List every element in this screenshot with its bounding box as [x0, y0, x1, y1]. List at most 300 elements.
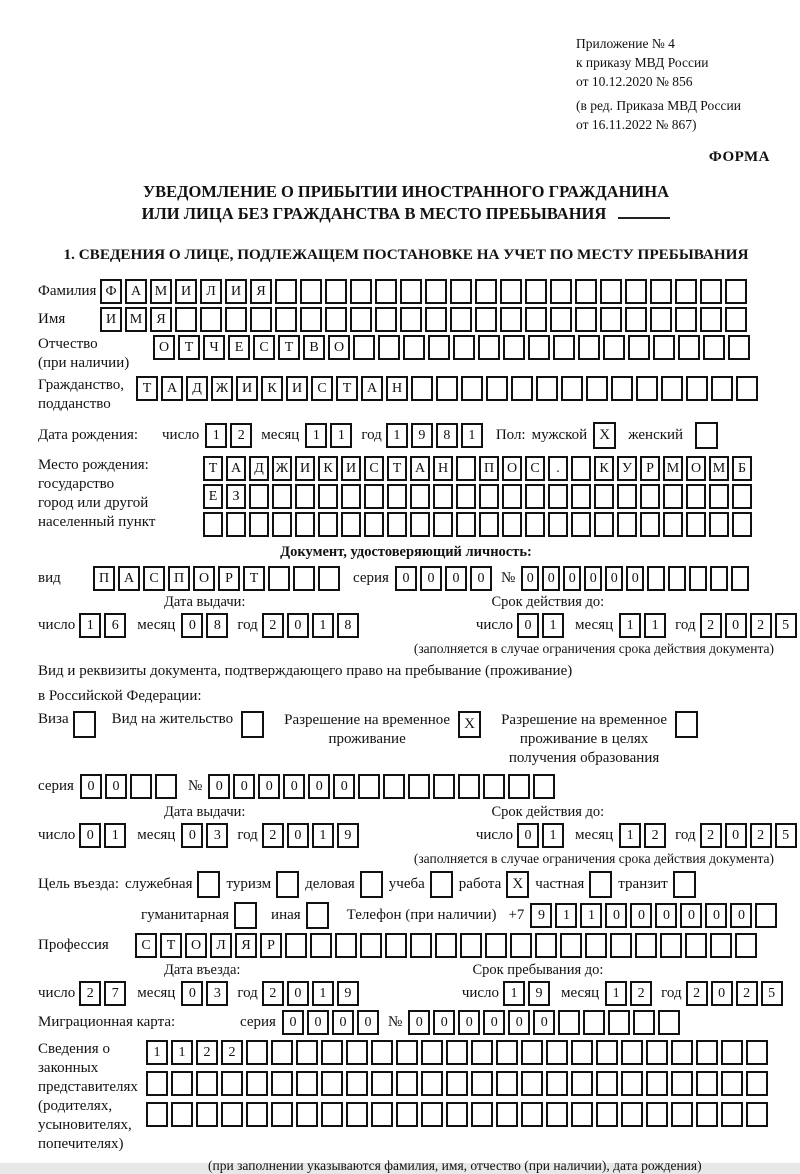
char-box[interactable]: С: [525, 456, 545, 481]
char-box[interactable]: [400, 279, 422, 304]
char-box[interactable]: [486, 376, 508, 401]
char-box[interactable]: 0: [181, 823, 203, 848]
char-box[interactable]: [410, 484, 430, 509]
char-box[interactable]: [628, 335, 650, 360]
char-box[interactable]: [350, 307, 372, 332]
char-box[interactable]: [325, 307, 347, 332]
char-box[interactable]: Ж: [272, 456, 292, 481]
char-box[interactable]: [387, 512, 407, 537]
char-box[interactable]: 0: [470, 566, 492, 591]
char-box[interactable]: Т: [278, 335, 300, 360]
char-box[interactable]: [671, 1071, 693, 1096]
char-box[interactable]: [171, 1102, 193, 1127]
char-box[interactable]: [732, 484, 752, 509]
char-box[interactable]: 1: [330, 423, 352, 448]
char-box[interactable]: [175, 307, 197, 332]
char-box[interactable]: 8: [436, 423, 458, 448]
char-box[interactable]: [300, 307, 322, 332]
char-box[interactable]: 1: [605, 981, 627, 1006]
char-box[interactable]: [383, 774, 405, 799]
char-box[interactable]: 2: [750, 613, 772, 638]
char-box[interactable]: [696, 1102, 718, 1127]
char-box[interactable]: И: [100, 307, 122, 332]
char-box[interactable]: [410, 933, 432, 958]
char-box[interactable]: Б: [732, 456, 752, 481]
char-box[interactable]: [433, 512, 453, 537]
purpose-transit-checkbox[interactable]: [673, 871, 696, 898]
char-box[interactable]: [709, 512, 729, 537]
char-box[interactable]: Я: [250, 279, 272, 304]
char-box[interactable]: 0: [705, 903, 727, 928]
char-box[interactable]: Р: [218, 566, 240, 591]
char-box[interactable]: 1: [555, 903, 577, 928]
purpose-other-checkbox[interactable]: [306, 902, 329, 929]
char-box[interactable]: 0: [308, 774, 330, 799]
char-box[interactable]: 2: [230, 423, 252, 448]
char-box[interactable]: [646, 1102, 668, 1127]
char-box[interactable]: И: [236, 376, 258, 401]
char-box[interactable]: [321, 1071, 343, 1096]
char-box[interactable]: 1: [644, 613, 666, 638]
char-box[interactable]: [226, 512, 246, 537]
char-box[interactable]: [196, 1102, 218, 1127]
char-box[interactable]: 0: [332, 1010, 354, 1035]
char-box[interactable]: [321, 1102, 343, 1127]
char-box[interactable]: [396, 1071, 418, 1096]
char-box[interactable]: 1: [386, 423, 408, 448]
char-box[interactable]: [640, 512, 660, 537]
char-box[interactable]: 1: [461, 423, 483, 448]
char-box[interactable]: 1: [619, 823, 641, 848]
char-box[interactable]: 0: [630, 903, 652, 928]
char-box[interactable]: 1: [619, 613, 641, 638]
char-box[interactable]: 5: [761, 981, 783, 1006]
char-box[interactable]: З: [226, 484, 246, 509]
char-box[interactable]: 2: [221, 1040, 243, 1065]
purpose-official-checkbox[interactable]: [197, 871, 220, 898]
char-box[interactable]: [721, 1040, 743, 1065]
char-box[interactable]: [408, 774, 430, 799]
char-box[interactable]: [603, 335, 625, 360]
char-box[interactable]: 6: [104, 613, 126, 638]
char-box[interactable]: [478, 335, 500, 360]
char-box[interactable]: 0: [655, 903, 677, 928]
char-box[interactable]: 9: [337, 823, 359, 848]
char-box[interactable]: [636, 376, 658, 401]
char-box[interactable]: 0: [517, 613, 539, 638]
char-box[interactable]: [553, 335, 575, 360]
char-box[interactable]: [721, 1071, 743, 1096]
char-box[interactable]: М: [709, 456, 729, 481]
purpose-study-checkbox[interactable]: [430, 871, 453, 898]
char-box[interactable]: [496, 1040, 518, 1065]
char-box[interactable]: 3: [206, 823, 228, 848]
char-box[interactable]: С: [364, 456, 384, 481]
char-box[interactable]: 0: [357, 1010, 379, 1035]
char-box[interactable]: [521, 1102, 543, 1127]
char-box[interactable]: 0: [258, 774, 280, 799]
char-box[interactable]: [571, 1040, 593, 1065]
char-box[interactable]: [146, 1102, 168, 1127]
char-box[interactable]: [130, 774, 152, 799]
char-box[interactable]: [686, 376, 708, 401]
char-box[interactable]: [471, 1102, 493, 1127]
char-box[interactable]: 0: [605, 566, 623, 591]
char-box[interactable]: 0: [508, 1010, 530, 1035]
char-box[interactable]: [353, 335, 375, 360]
char-box[interactable]: [461, 376, 483, 401]
char-box[interactable]: [703, 335, 725, 360]
char-box[interactable]: [561, 376, 583, 401]
char-box[interactable]: [550, 279, 572, 304]
char-box[interactable]: Ч: [203, 335, 225, 360]
char-box[interactable]: 2: [630, 981, 652, 1006]
char-box[interactable]: [428, 335, 450, 360]
char-box[interactable]: [396, 1040, 418, 1065]
char-box[interactable]: [732, 512, 752, 537]
char-box[interactable]: [446, 1102, 468, 1127]
char-box[interactable]: [249, 484, 269, 509]
char-box[interactable]: [411, 376, 433, 401]
char-box[interactable]: 0: [725, 613, 747, 638]
char-box[interactable]: [686, 484, 706, 509]
sex-female-checkbox[interactable]: [695, 422, 718, 449]
char-box[interactable]: [621, 1071, 643, 1096]
char-box[interactable]: [296, 1071, 318, 1096]
char-box[interactable]: 0: [282, 1010, 304, 1035]
char-box[interactable]: [611, 376, 633, 401]
char-box[interactable]: [621, 1040, 643, 1065]
char-box[interactable]: [546, 1040, 568, 1065]
char-box[interactable]: 0: [563, 566, 581, 591]
char-box[interactable]: [375, 279, 397, 304]
char-box[interactable]: И: [341, 456, 361, 481]
char-box[interactable]: [275, 279, 297, 304]
char-box[interactable]: [360, 933, 382, 958]
char-box[interactable]: [296, 1102, 318, 1127]
char-box[interactable]: [536, 376, 558, 401]
char-box[interactable]: [594, 484, 614, 509]
char-box[interactable]: [596, 1102, 618, 1127]
char-box[interactable]: [533, 774, 555, 799]
char-box[interactable]: [650, 307, 672, 332]
char-box[interactable]: П: [93, 566, 115, 591]
char-box[interactable]: 9: [530, 903, 552, 928]
char-box[interactable]: 1: [171, 1040, 193, 1065]
char-box[interactable]: [341, 484, 361, 509]
char-box[interactable]: О: [153, 335, 175, 360]
char-box[interactable]: В: [303, 335, 325, 360]
char-box[interactable]: [358, 774, 380, 799]
char-box[interactable]: Т: [336, 376, 358, 401]
char-box[interactable]: [721, 1102, 743, 1127]
char-box[interactable]: 2: [736, 981, 758, 1006]
char-box[interactable]: А: [361, 376, 383, 401]
char-box[interactable]: [503, 335, 525, 360]
char-box[interactable]: [525, 307, 547, 332]
char-box[interactable]: [525, 484, 545, 509]
char-box[interactable]: [511, 376, 533, 401]
char-box[interactable]: 0: [725, 823, 747, 848]
char-box[interactable]: [521, 1071, 543, 1096]
char-box[interactable]: [548, 484, 568, 509]
char-box[interactable]: 1: [580, 903, 602, 928]
char-box[interactable]: [155, 774, 177, 799]
char-box[interactable]: О: [185, 933, 207, 958]
char-box[interactable]: [375, 307, 397, 332]
sex-male-checkbox[interactable]: X: [593, 422, 616, 449]
char-box[interactable]: [225, 307, 247, 332]
char-box[interactable]: 0: [287, 613, 309, 638]
char-box[interactable]: К: [594, 456, 614, 481]
char-box[interactable]: 2: [700, 613, 722, 638]
char-box[interactable]: [221, 1102, 243, 1127]
char-box[interactable]: [483, 774, 505, 799]
char-box[interactable]: [521, 1040, 543, 1065]
char-box[interactable]: Р: [640, 456, 660, 481]
char-box[interactable]: [689, 566, 707, 591]
char-box[interactable]: 1: [312, 823, 334, 848]
char-box[interactable]: [594, 512, 614, 537]
char-box[interactable]: [275, 307, 297, 332]
char-box[interactable]: 2: [262, 613, 284, 638]
char-box[interactable]: [246, 1071, 268, 1096]
purpose-humanitarian-checkbox[interactable]: [234, 902, 257, 929]
char-box[interactable]: 0: [711, 981, 733, 1006]
char-box[interactable]: [496, 1102, 518, 1127]
char-box[interactable]: [479, 484, 499, 509]
char-box[interactable]: [321, 1040, 343, 1065]
char-box[interactable]: [371, 1071, 393, 1096]
char-box[interactable]: [403, 335, 425, 360]
char-box[interactable]: Е: [228, 335, 250, 360]
char-box[interactable]: [318, 566, 340, 591]
char-box[interactable]: [203, 512, 223, 537]
char-box[interactable]: [650, 279, 672, 304]
char-box[interactable]: [660, 933, 682, 958]
char-box[interactable]: [410, 512, 430, 537]
char-box[interactable]: [246, 1040, 268, 1065]
char-box[interactable]: [731, 566, 749, 591]
char-box[interactable]: [471, 1071, 493, 1096]
char-box[interactable]: Т: [203, 456, 223, 481]
char-box[interactable]: А: [226, 456, 246, 481]
char-box[interactable]: [746, 1102, 768, 1127]
char-box[interactable]: [249, 512, 269, 537]
char-box[interactable]: [675, 279, 697, 304]
char-box[interactable]: С: [311, 376, 333, 401]
char-box[interactable]: 7: [104, 981, 126, 1006]
char-box[interactable]: [671, 1102, 693, 1127]
char-box[interactable]: 0: [542, 566, 560, 591]
char-box[interactable]: 2: [79, 981, 101, 1006]
char-box[interactable]: 0: [730, 903, 752, 928]
char-box[interactable]: [621, 1102, 643, 1127]
char-box[interactable]: [663, 512, 683, 537]
char-box[interactable]: Т: [178, 335, 200, 360]
char-box[interactable]: 0: [287, 823, 309, 848]
char-box[interactable]: 0: [458, 1010, 480, 1035]
char-box[interactable]: [450, 307, 472, 332]
char-box[interactable]: 0: [307, 1010, 329, 1035]
char-box[interactable]: О: [686, 456, 706, 481]
char-box[interactable]: [583, 1010, 605, 1035]
char-box[interactable]: 0: [181, 613, 203, 638]
char-box[interactable]: [271, 1102, 293, 1127]
char-box[interactable]: [755, 903, 777, 928]
char-box[interactable]: У: [617, 456, 637, 481]
char-box[interactable]: 0: [208, 774, 230, 799]
char-box[interactable]: [500, 279, 522, 304]
char-box[interactable]: [436, 376, 458, 401]
char-box[interactable]: [421, 1040, 443, 1065]
char-box[interactable]: 0: [420, 566, 442, 591]
char-box[interactable]: 1: [542, 823, 564, 848]
char-box[interactable]: Я: [235, 933, 257, 958]
char-box[interactable]: [446, 1071, 468, 1096]
char-box[interactable]: [502, 484, 522, 509]
char-box[interactable]: Ж: [211, 376, 233, 401]
char-box[interactable]: Л: [200, 279, 222, 304]
char-box[interactable]: 2: [196, 1040, 218, 1065]
char-box[interactable]: 0: [433, 1010, 455, 1035]
char-box[interactable]: Н: [386, 376, 408, 401]
char-box[interactable]: С: [253, 335, 275, 360]
char-box[interactable]: [458, 774, 480, 799]
char-box[interactable]: [479, 512, 499, 537]
char-box[interactable]: [678, 335, 700, 360]
char-box[interactable]: [700, 279, 722, 304]
char-box[interactable]: 5: [775, 823, 797, 848]
purpose-tourism-checkbox[interactable]: [276, 871, 299, 898]
char-box[interactable]: [196, 1071, 218, 1096]
char-box[interactable]: [709, 484, 729, 509]
char-box[interactable]: 0: [521, 566, 539, 591]
char-box[interactable]: [596, 1040, 618, 1065]
char-box[interactable]: [508, 774, 530, 799]
char-box[interactable]: [221, 1071, 243, 1096]
char-box[interactable]: А: [118, 566, 140, 591]
char-box[interactable]: [725, 307, 747, 332]
char-box[interactable]: [558, 1010, 580, 1035]
char-box[interactable]: 2: [750, 823, 772, 848]
char-box[interactable]: [285, 933, 307, 958]
char-box[interactable]: [496, 1071, 518, 1096]
char-box[interactable]: [600, 279, 622, 304]
char-box[interactable]: [146, 1071, 168, 1096]
char-box[interactable]: Р: [260, 933, 282, 958]
char-box[interactable]: 0: [79, 823, 101, 848]
char-box[interactable]: [272, 484, 292, 509]
char-box[interactable]: [625, 279, 647, 304]
char-box[interactable]: [535, 933, 557, 958]
char-box[interactable]: 0: [333, 774, 355, 799]
char-box[interactable]: [661, 376, 683, 401]
char-box[interactable]: [617, 512, 637, 537]
char-box[interactable]: [735, 933, 757, 958]
char-box[interactable]: [571, 512, 591, 537]
char-box[interactable]: [625, 307, 647, 332]
char-box[interactable]: П: [168, 566, 190, 591]
char-box[interactable]: [346, 1102, 368, 1127]
char-box[interactable]: [350, 279, 372, 304]
char-box[interactable]: [502, 512, 522, 537]
char-box[interactable]: Т: [243, 566, 265, 591]
char-box[interactable]: 5: [775, 613, 797, 638]
char-box[interactable]: М: [663, 456, 683, 481]
char-box[interactable]: [318, 484, 338, 509]
char-box[interactable]: 3: [206, 981, 228, 1006]
char-box[interactable]: [346, 1071, 368, 1096]
char-box[interactable]: Т: [160, 933, 182, 958]
char-box[interactable]: [456, 456, 476, 481]
char-box[interactable]: [318, 512, 338, 537]
char-box[interactable]: [268, 566, 290, 591]
char-box[interactable]: [385, 933, 407, 958]
char-box[interactable]: 0: [408, 1010, 430, 1035]
char-box[interactable]: А: [125, 279, 147, 304]
char-box[interactable]: [578, 335, 600, 360]
char-box[interactable]: 1: [503, 981, 525, 1006]
char-box[interactable]: [341, 512, 361, 537]
char-box[interactable]: [293, 566, 315, 591]
purpose-work-checkbox[interactable]: X: [506, 871, 529, 898]
residence-permit-checkbox[interactable]: [241, 711, 264, 738]
char-box[interactable]: [653, 335, 675, 360]
char-box[interactable]: Д: [249, 456, 269, 481]
char-box[interactable]: [675, 307, 697, 332]
char-box[interactable]: [571, 456, 591, 481]
char-box[interactable]: Ф: [100, 279, 122, 304]
char-box[interactable]: [546, 1071, 568, 1096]
char-box[interactable]: 9: [337, 981, 359, 1006]
char-box[interactable]: К: [318, 456, 338, 481]
char-box[interactable]: Л: [210, 933, 232, 958]
char-box[interactable]: 0: [605, 903, 627, 928]
char-box[interactable]: П: [479, 456, 499, 481]
char-box[interactable]: [475, 279, 497, 304]
char-box[interactable]: [396, 1102, 418, 1127]
char-box[interactable]: С: [143, 566, 165, 591]
char-box[interactable]: М: [150, 279, 172, 304]
char-box[interactable]: [600, 307, 622, 332]
char-box[interactable]: И: [286, 376, 308, 401]
char-box[interactable]: [571, 484, 591, 509]
char-box[interactable]: [433, 484, 453, 509]
char-box[interactable]: 9: [528, 981, 550, 1006]
char-box[interactable]: 0: [584, 566, 602, 591]
char-box[interactable]: [387, 484, 407, 509]
char-box[interactable]: [300, 279, 322, 304]
char-box[interactable]: [371, 1102, 393, 1127]
char-box[interactable]: [571, 1071, 593, 1096]
char-box[interactable]: 0: [517, 823, 539, 848]
char-box[interactable]: [571, 1102, 593, 1127]
char-box[interactable]: [596, 1071, 618, 1096]
char-box[interactable]: О: [193, 566, 215, 591]
char-box[interactable]: [528, 335, 550, 360]
char-box[interactable]: [246, 1102, 268, 1127]
char-box[interactable]: 0: [680, 903, 702, 928]
char-box[interactable]: [586, 376, 608, 401]
char-box[interactable]: [456, 484, 476, 509]
char-box[interactable]: [421, 1071, 443, 1096]
char-box[interactable]: 2: [262, 981, 284, 1006]
char-box[interactable]: 1: [79, 613, 101, 638]
char-box[interactable]: И: [175, 279, 197, 304]
char-box[interactable]: Я: [150, 307, 172, 332]
char-box[interactable]: [646, 1040, 668, 1065]
